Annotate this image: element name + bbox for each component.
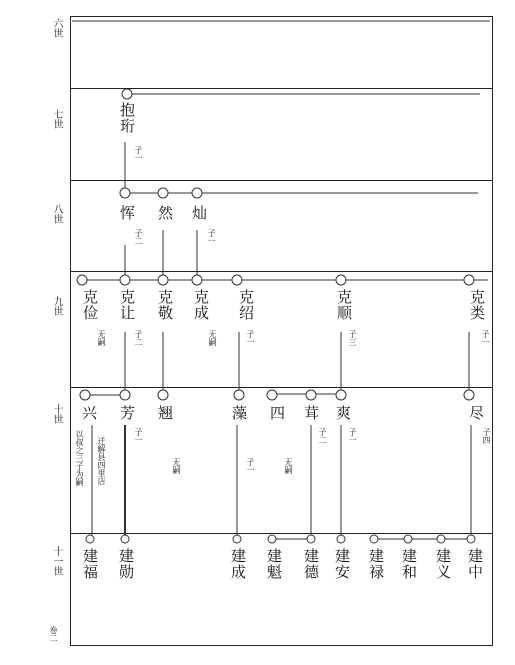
name-jianlu: 建禄 bbox=[367, 548, 385, 580]
note-kerang: 子二 bbox=[134, 330, 143, 346]
name-jianxun: 建勋 bbox=[117, 548, 135, 580]
node-si bbox=[267, 390, 277, 400]
node-jianfu bbox=[86, 535, 94, 543]
note-keshao: 子一 bbox=[246, 330, 255, 346]
node-kecheng bbox=[192, 275, 202, 285]
note-jin: 子四 bbox=[482, 428, 491, 444]
node-kejing bbox=[158, 275, 168, 285]
note-baoheng: 子一 bbox=[134, 146, 143, 162]
note-kejian: 无嗣 bbox=[97, 330, 106, 346]
node-jiankui bbox=[268, 535, 276, 543]
name-zao: 藻 bbox=[230, 405, 248, 421]
node-xing bbox=[80, 390, 90, 400]
name-kecheng: 克成 bbox=[192, 289, 210, 321]
note-xing-heir: 以叔之三子为嗣 bbox=[75, 430, 84, 486]
name-kejing: 克敬 bbox=[156, 289, 174, 321]
gen-label-10: 十世 bbox=[51, 404, 62, 424]
name-shuang: 爽 bbox=[334, 405, 352, 421]
note-zao: 子一 bbox=[246, 458, 255, 474]
node-jin bbox=[464, 390, 474, 400]
node-ran bbox=[158, 188, 168, 198]
name-jin: 尽 bbox=[467, 405, 485, 421]
note-fang: 子一 bbox=[134, 428, 143, 444]
node-qi bbox=[306, 390, 316, 400]
node-jiancheng bbox=[233, 535, 241, 543]
note-si: 无嗣 bbox=[284, 458, 293, 474]
node-baoheng bbox=[122, 89, 132, 99]
node-hui bbox=[120, 188, 130, 198]
note-xing-migration: 迁解县四里店 bbox=[97, 437, 106, 485]
name-si: 四 bbox=[268, 405, 286, 421]
node-kelei bbox=[464, 275, 474, 285]
name-jiande: 建德 bbox=[302, 548, 320, 580]
gen-label-8: 八世 bbox=[51, 204, 62, 224]
name-ran: 然 bbox=[156, 205, 174, 221]
name-jianyi: 建义 bbox=[434, 548, 452, 580]
node-shuang bbox=[336, 390, 346, 400]
note-shuang: 子一 bbox=[348, 428, 357, 444]
volume-label: 卷二 bbox=[49, 626, 58, 642]
note-kelei: 子一 bbox=[481, 330, 490, 346]
node-jianan bbox=[337, 535, 345, 543]
name-keshao: 克绍 bbox=[237, 289, 255, 321]
node-jiande bbox=[307, 535, 315, 543]
name-qiao: 翘 bbox=[156, 405, 174, 421]
note-keshun: 子三 bbox=[348, 330, 357, 346]
name-kejian: 克俭 bbox=[81, 289, 99, 321]
note-zhuo: 子一 bbox=[207, 229, 216, 245]
gen-label-6: 六世 bbox=[51, 18, 62, 38]
node-jianlu bbox=[370, 535, 378, 543]
name-jianzhong: 建中 bbox=[466, 548, 484, 580]
name-kerang: 克让 bbox=[118, 289, 136, 321]
note-kecheng: 无嗣 bbox=[208, 330, 217, 346]
node-kejian bbox=[77, 275, 87, 285]
node-jianhe bbox=[404, 535, 412, 543]
note-hui: 子二 bbox=[134, 229, 143, 245]
node-zhuo bbox=[192, 188, 202, 198]
name-hui: 恽 bbox=[118, 205, 136, 221]
gen-label-11: 十一世 bbox=[51, 546, 62, 576]
name-fang: 芳 bbox=[118, 405, 136, 421]
name-qi: 茸 bbox=[302, 405, 320, 421]
name-jiancheng: 建成 bbox=[229, 548, 247, 580]
node-jianyi bbox=[437, 535, 445, 543]
note-qi: 子二 bbox=[318, 428, 327, 444]
name-jianhe: 建和 bbox=[400, 548, 418, 580]
node-keshao bbox=[232, 275, 242, 285]
node-fang bbox=[120, 390, 130, 400]
node-keshun bbox=[336, 275, 346, 285]
gen-label-7: 七世 bbox=[51, 109, 62, 129]
node-kerang bbox=[120, 275, 130, 285]
node-jianxun bbox=[121, 535, 129, 543]
node-zao bbox=[234, 390, 244, 400]
note-qiao: 无嗣 bbox=[172, 458, 181, 474]
gen-label-9: 九世 bbox=[51, 296, 62, 316]
node-qiao bbox=[158, 390, 168, 400]
name-keshun: 克顺 bbox=[335, 289, 353, 321]
name-jianan: 建安 bbox=[333, 548, 351, 580]
name-jiankui: 建魁 bbox=[265, 548, 283, 580]
name-baoheng: 抱珩 bbox=[118, 102, 136, 134]
name-zhuo: 灿 bbox=[190, 205, 208, 221]
name-xing: 兴 bbox=[80, 405, 98, 421]
node-jianzhong bbox=[467, 535, 475, 543]
name-kelei: 克类 bbox=[468, 289, 486, 321]
name-jianfu: 建福 bbox=[81, 548, 99, 580]
